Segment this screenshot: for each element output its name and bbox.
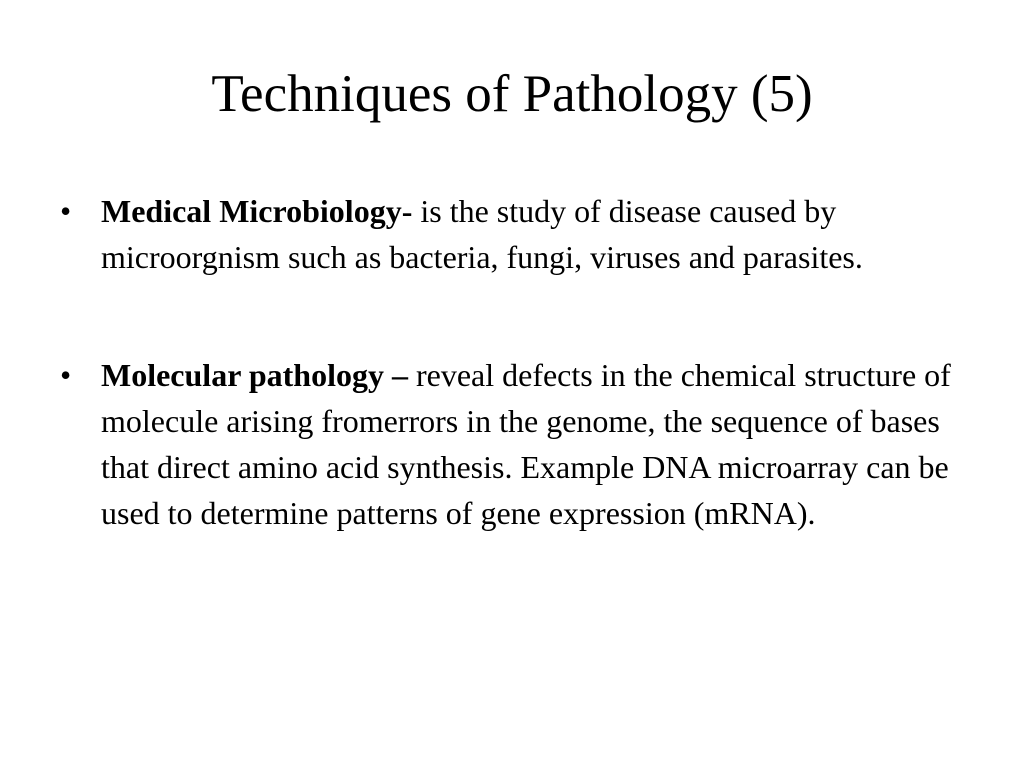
bullet-icon: •	[60, 357, 72, 393]
bullet-item-molecular-pathology	[60, 352, 980, 536]
slide-title: Techniques of Pathology (5)	[211, 65, 813, 123]
bullet-text: reveal defects in the chemical structure of molecule arising fromerrors in the genome, the sequence of bases that direct amino acid synthesis. Example DNA microarray can be used to determine patterns of gene expression (mRNA).	[101, 357, 951, 531]
bullet-icon: •	[60, 193, 72, 229]
bullet-list	[60, 188, 980, 536]
bullet-item-medical-microbiology	[60, 188, 980, 280]
bullet-term: Medical Microbiology-	[101, 193, 413, 229]
bullet-text: is the study of disease caused by microorgnism such as bacteria, fungi, viruses and parasites.	[101, 193, 863, 275]
bullet-term: Molecular pathology –	[101, 357, 408, 393]
